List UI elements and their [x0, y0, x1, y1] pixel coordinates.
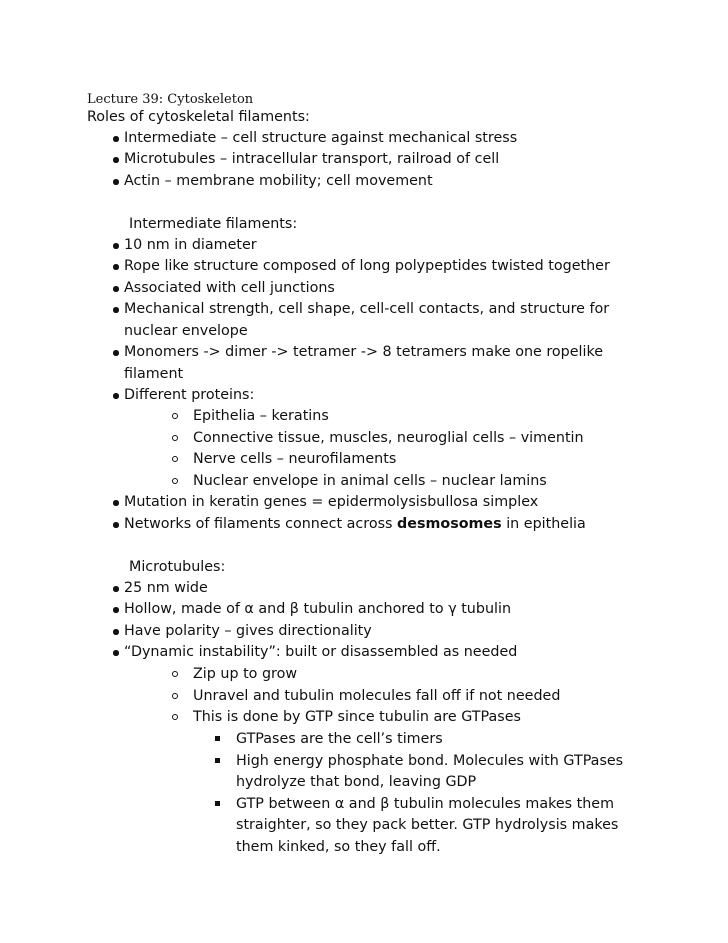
list-item: Monomers -> dimer -> tetramer -> 8 tetramers make one ropelike	[124, 344, 604, 360]
bullet-icon	[113, 522, 119, 528]
bullet-icon	[113, 179, 119, 185]
list-item: Microtubules – intracellular transport, railroad of cell	[124, 151, 500, 167]
bullet-icon	[113, 393, 119, 399]
sub-list-item: Connective tissue, muscles, neuroglial cells – vimentin	[193, 430, 584, 446]
list-item: Actin – membrane mobility; cell movement	[124, 173, 433, 189]
sub-list-item: Unravel and tubulin molecules fall off if not needed	[193, 688, 561, 704]
bold-term: desmosomes	[397, 516, 502, 532]
sub-sub-list-item: GTPases are the cell’s timers	[236, 731, 443, 747]
bullet-icon	[113, 157, 119, 163]
square-bullet-icon	[215, 736, 220, 741]
sub-sub-list-item-continuation: them kinked, so they fall off.	[236, 839, 441, 855]
circle-bullet-icon	[172, 693, 178, 699]
sub-list-item: This is done by GTP since tubulin are GTPases	[193, 709, 521, 725]
intermediate-heading: Intermediate filaments:	[129, 216, 298, 232]
circle-bullet-icon	[172, 413, 178, 419]
square-bullet-icon	[215, 801, 220, 806]
square-bullet-icon	[215, 758, 220, 763]
sub-sub-list-item: High energy phosphate bond. Molecules with GTPases	[236, 753, 624, 769]
list-item: 25 nm wide	[124, 580, 208, 596]
bullet-icon	[113, 243, 119, 249]
circle-bullet-icon	[172, 671, 178, 677]
list-item: Hollow, made of α and β tubulin anchored to γ tubulin	[124, 601, 512, 617]
circle-bullet-icon	[172, 435, 178, 441]
list-item-continuation: nuclear envelope	[124, 323, 248, 339]
list-item: 10 nm in diameter	[124, 237, 257, 253]
circle-bullet-icon	[172, 456, 178, 462]
list-item: Have polarity – gives directionality	[124, 623, 372, 639]
bullet-icon	[113, 607, 119, 613]
list-item-continuation: filament	[124, 366, 184, 382]
sub-sub-list-item: GTP between α and β tubulin molecules makes them	[236, 796, 615, 812]
roles-heading: Roles of cytoskeletal filaments:	[87, 109, 310, 125]
bullet-icon	[113, 586, 119, 592]
bullet-icon	[113, 650, 119, 656]
list-item: “Dynamic instability”: built or disassembled as needed	[124, 644, 518, 660]
bullet-icon	[113, 264, 119, 270]
bullet-icon	[113, 629, 119, 635]
sub-list-item: Zip up to grow	[193, 666, 298, 682]
bullet-icon	[113, 286, 119, 292]
circle-bullet-icon	[172, 714, 178, 720]
bullet-icon	[113, 350, 119, 356]
sub-list-item: Epithelia – keratins	[193, 408, 329, 424]
list-item: Different proteins:	[124, 387, 255, 403]
microtubules-heading: Microtubules:	[129, 559, 226, 575]
list-item: Rope like structure composed of long polypeptides twisted together	[124, 258, 610, 274]
bullet-icon	[113, 307, 119, 313]
list-item: Associated with cell junctions	[124, 280, 335, 296]
bullet-icon	[113, 500, 119, 506]
sub-sub-list-item-continuation: straighter, so they pack better. GTP hydrolysis makes	[236, 817, 619, 833]
bullet-icon	[113, 136, 119, 142]
list-item: Intermediate – cell structure against mechanical stress	[124, 130, 518, 146]
sub-list-item: Nuclear envelope in animal cells – nuclear lamins	[193, 473, 547, 489]
circle-bullet-icon	[172, 478, 178, 484]
list-item: Mutation in keratin genes = epidermolysisbullosa simplex	[124, 494, 539, 510]
list-item	[124, 514, 586, 535]
list-item-text: in epithelia	[501, 516, 586, 532]
lecture-title: Lecture 39: Cytoskeleton	[87, 92, 254, 107]
sub-sub-list-item-continuation: hydrolyze that bond, leaving GDP	[236, 774, 477, 790]
list-item: Mechanical strength, cell shape, cell-cell contacts, and structure for	[124, 301, 610, 317]
list-item-text: Networks of filaments connect across	[124, 516, 398, 532]
sub-list-item: Nerve cells – neurofilaments	[193, 451, 397, 467]
